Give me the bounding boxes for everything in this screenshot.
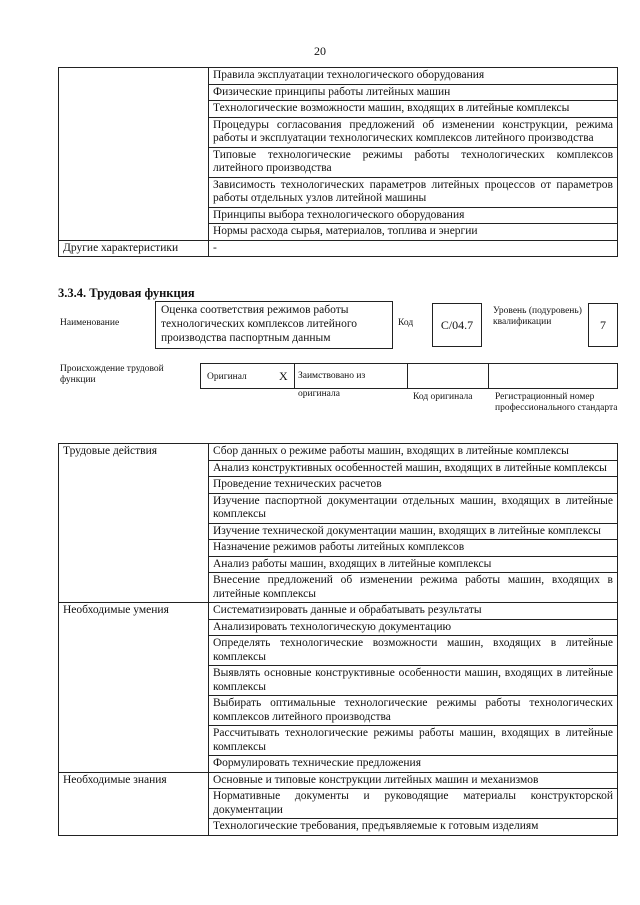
table-cell: Назначение режимов работы литейных комплексов bbox=[209, 540, 618, 557]
table-cell: Анализ конструктивных особенностей машин, входящих в литейные комплексы bbox=[209, 460, 618, 477]
page-number: 20 bbox=[314, 44, 326, 58]
registration-number-cell bbox=[488, 363, 618, 389]
table-cell: Изучение паспортной документации отдельных машин, входящих в литейные комплексы bbox=[209, 493, 618, 523]
table-cell: Зависимость технологических параметров литейных процессов от параметров работы отдельных узлов литейной машины bbox=[209, 177, 618, 207]
level-value-box: 7 bbox=[588, 303, 618, 347]
table-cell: Проведение технических расчетов bbox=[209, 477, 618, 494]
table-cell: Анализировать технологическую документацию bbox=[209, 619, 618, 636]
name-label: Наименование bbox=[60, 318, 120, 328]
table-cell: Рассчитывать технологические режимы работы машин, входящих в литейные комплексы bbox=[209, 726, 618, 756]
table-cell: Формулировать технические предложения bbox=[209, 756, 618, 773]
table-cell: Внесение предложений об изменении режима работы машин, входящих в литейные комплексы bbox=[209, 573, 618, 603]
table-cell: Сбор данных о режиме работы машин, входящих в литейные комплексы bbox=[209, 444, 618, 461]
required-knowledge-label: Необходимые знания bbox=[59, 772, 209, 835]
level-label: Уровень (подуровень) квалификации bbox=[493, 306, 582, 327]
table-cell: Процедуры согласования предложений об изменении конструкции, режима работы и эксплуатации технологических комплексов литейного производства bbox=[209, 117, 618, 147]
table-row bbox=[59, 772, 618, 789]
original-label: Оригинал bbox=[207, 372, 247, 382]
knowledge-continuation-table bbox=[58, 67, 618, 257]
table-cell: Выявлять основные конструктивные особенности машин, входящих в литейные комплексы bbox=[209, 666, 618, 696]
table-row bbox=[59, 68, 618, 85]
labor-function-table bbox=[58, 443, 618, 836]
table-cell: Правила эксплуатации технологического оборудования bbox=[209, 68, 618, 85]
table-cell: Типовые технологические режимы работы технологических комплексов литейного производства bbox=[209, 147, 618, 177]
required-skills-label: Необходимые умения bbox=[59, 603, 209, 773]
table-cell: Выбирать оптимальные технологические режимы работы технологических комплексов литейного производства bbox=[209, 696, 618, 726]
code-value-box: C/04.7 bbox=[432, 303, 482, 347]
labor-actions-label: Трудовые действия bbox=[59, 444, 209, 603]
origin-label: Происхождение трудовой функции bbox=[60, 364, 164, 385]
table-cell: Физические принципы работы литейных машин bbox=[209, 84, 618, 101]
table-cell: Принципы выбора технологического оборудования bbox=[209, 207, 618, 224]
borrowed-cell bbox=[294, 363, 408, 399]
table-cell: Основные и типовые конструкции литейных машин и механизмов bbox=[209, 772, 618, 789]
original-cell bbox=[200, 363, 295, 389]
section-title: 3.3.4. Трудовая функция bbox=[58, 286, 195, 300]
table-cell: Определять технологические возможности машин, входящих в литейные комплексы bbox=[209, 636, 618, 666]
table-row bbox=[59, 444, 618, 461]
table-cell: Изучение технической документации машин, входящих в литейные комплексы bbox=[209, 523, 618, 540]
original-code-cell bbox=[407, 363, 489, 389]
function-name-box: Оценка соответствия режимов работы технологических комплексов литейного производства паспортным данным bbox=[155, 301, 393, 349]
borrowed-label: Заимствовано из оригинала bbox=[298, 371, 366, 399]
table-cell: Систематизировать данные и обрабатывать результаты bbox=[209, 603, 618, 620]
other-characteristics-label: Другие характеристики bbox=[59, 240, 209, 257]
table-row bbox=[59, 603, 618, 620]
table-cell: Нормативные документы и руководящие материалы конструкторской документации bbox=[209, 789, 618, 819]
original-mark: X bbox=[279, 369, 288, 383]
table-cell: Анализ работы машин, входящих в литейные комплексы bbox=[209, 556, 618, 573]
registration-number-caption: Регистрационный номер профессионального стандарта bbox=[495, 392, 618, 413]
table-row bbox=[59, 240, 618, 257]
table-cell: Технологические требования, предъявляемые к готовым изделиям bbox=[209, 819, 618, 836]
row-label-empty bbox=[59, 68, 209, 241]
code-original-caption: Код оригинала bbox=[413, 392, 473, 402]
other-characteristics-value: - bbox=[209, 240, 618, 257]
table-cell: Нормы расхода сырья, материалов, топлива и энергии bbox=[209, 224, 618, 241]
code-label: Код bbox=[398, 318, 414, 328]
table-cell: Технологические возможности машин, входящих в литейные комплексы bbox=[209, 101, 618, 118]
